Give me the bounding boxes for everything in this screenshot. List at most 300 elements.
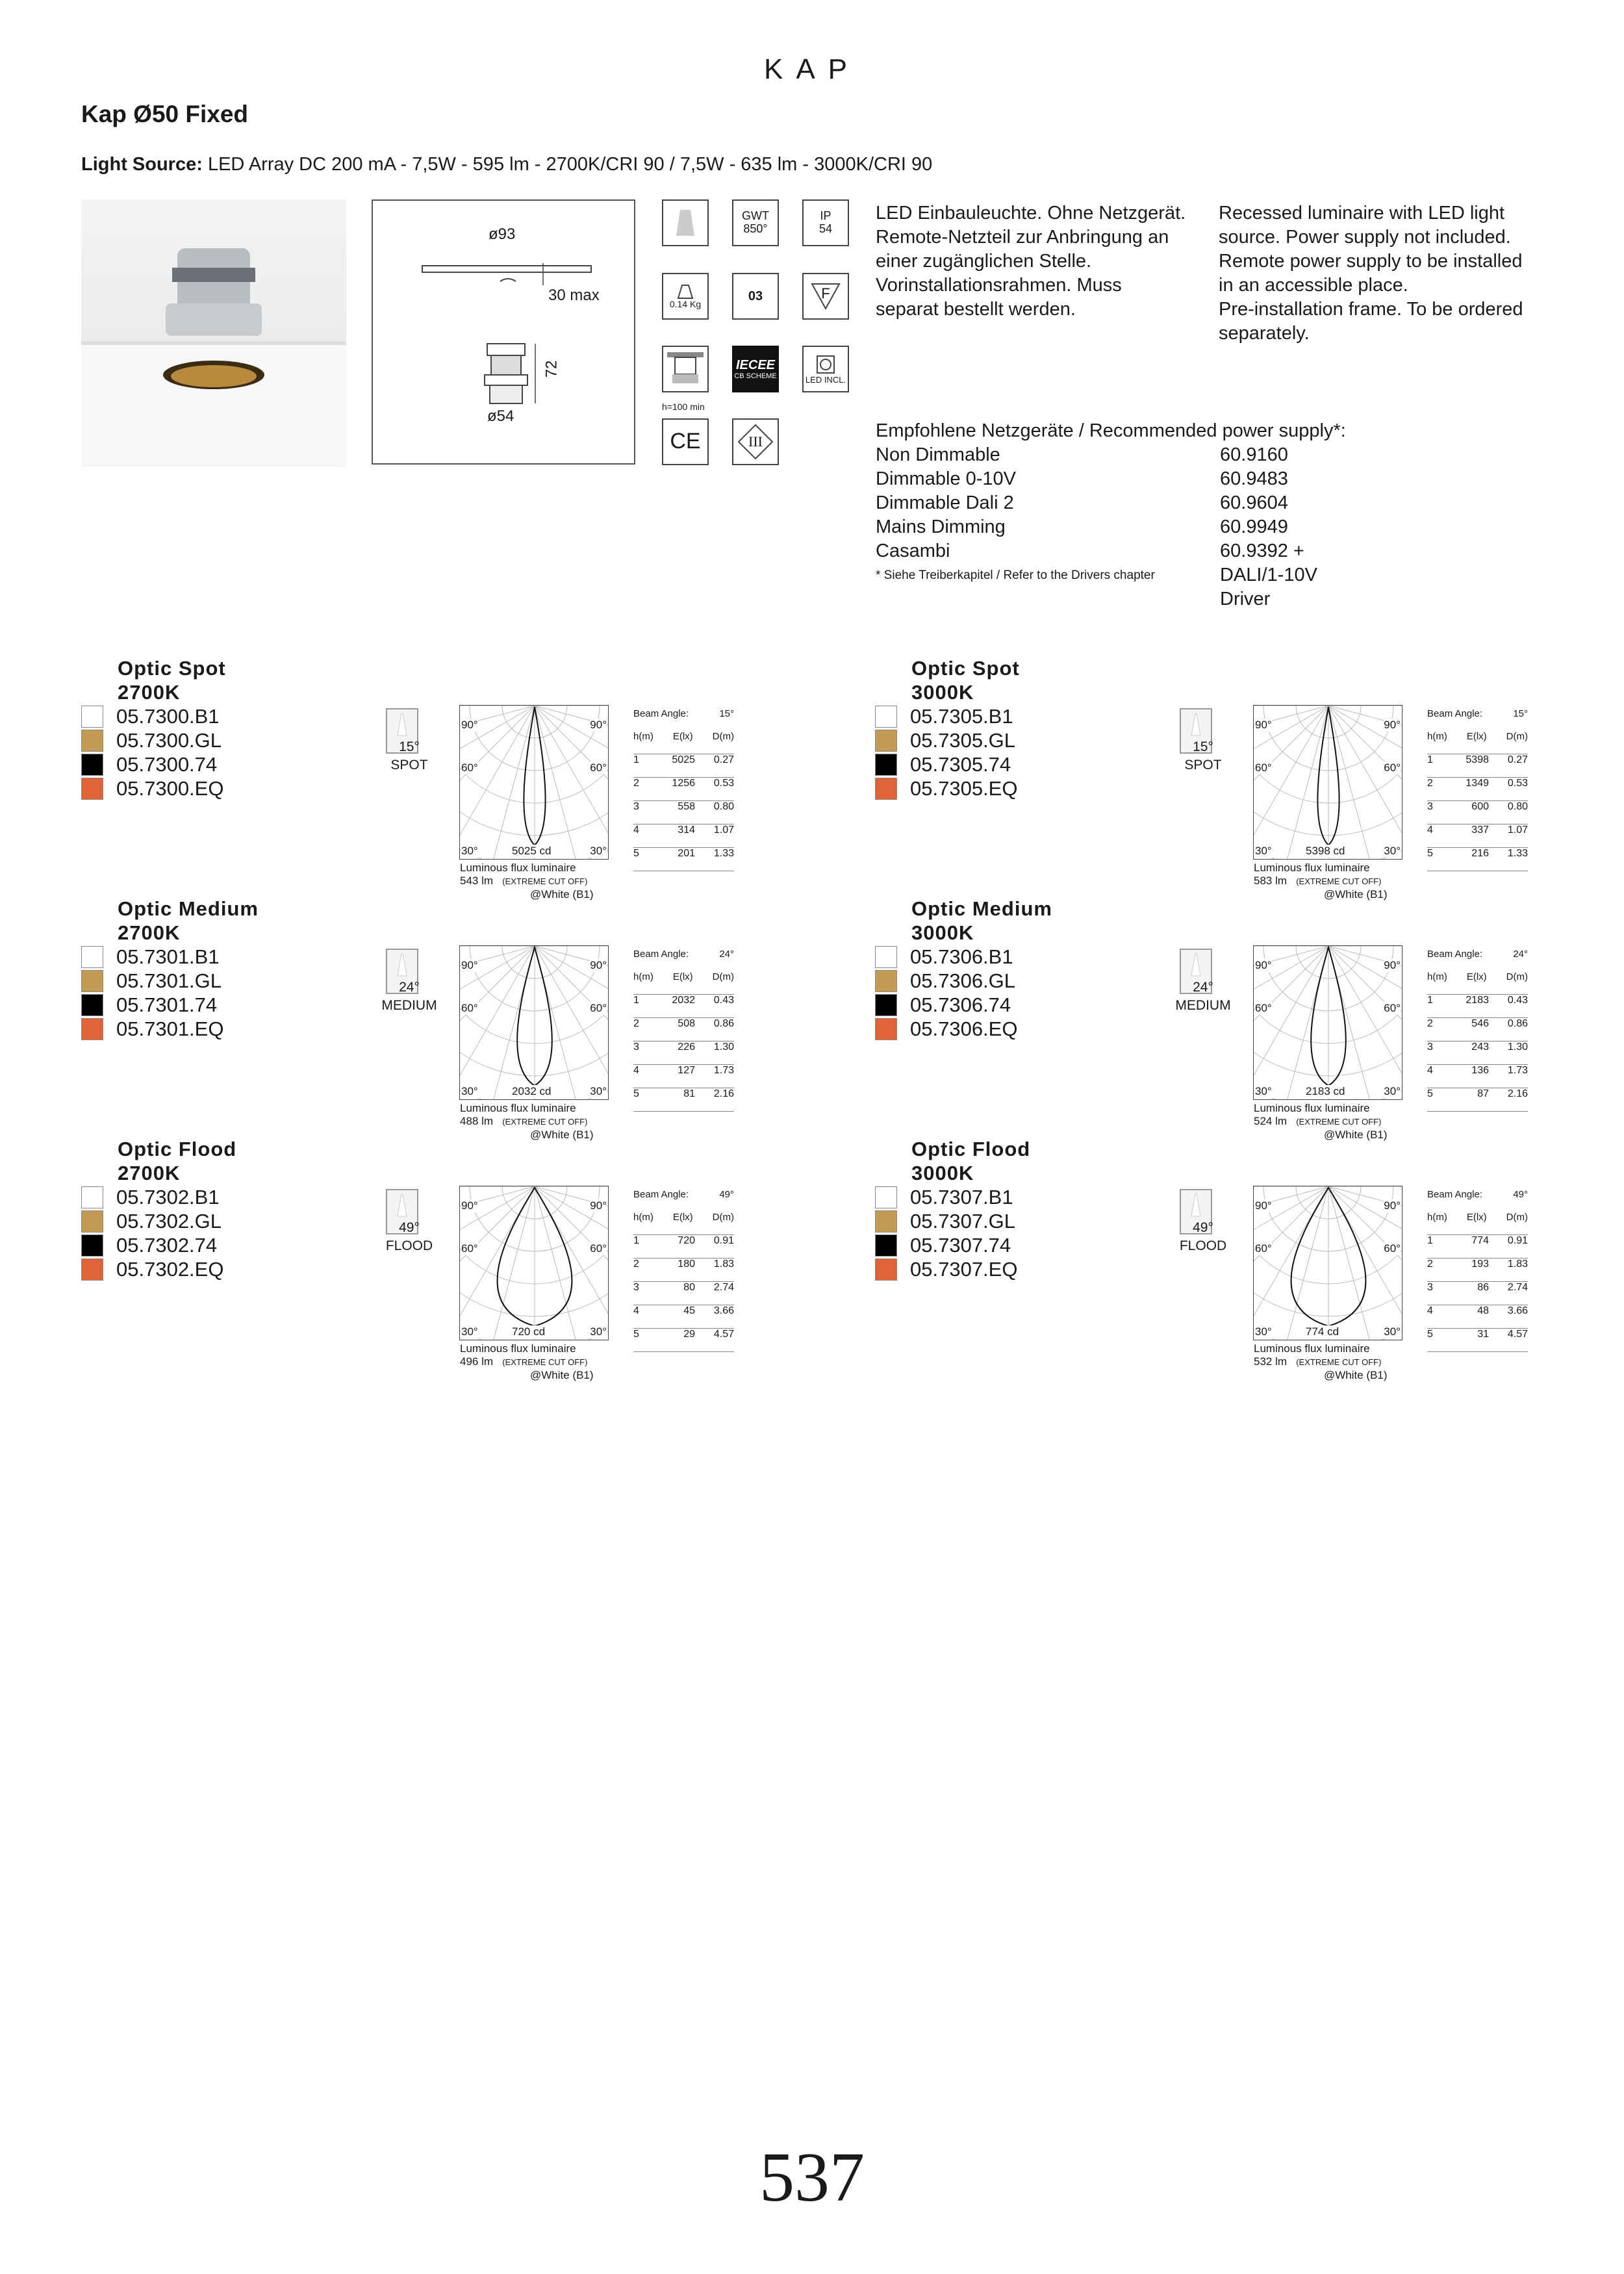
desc-de-line: Remote-Netzteil zur Anbringung an	[876, 227, 1169, 248]
polar-label-30: 30°	[590, 1085, 607, 1097]
table-row	[633, 1305, 734, 1329]
cell-d: 1.07	[1507, 824, 1528, 836]
luminous-flux-value: 583 lm	[1254, 875, 1288, 887]
polar-label-60: 60°	[1384, 761, 1401, 774]
code-row	[875, 993, 1017, 1017]
beam-type-label: FLOOD	[385, 1238, 433, 1253]
optic-cct: 3000K	[911, 681, 974, 704]
cell-h: 5	[633, 1329, 639, 1340]
polar-label-60: 60°	[1384, 1242, 1401, 1255]
product-code: 05.7306.EQ	[910, 1017, 1018, 1040]
col-d: D(m)	[712, 731, 734, 742]
col-e: E(lx)	[672, 971, 693, 982]
beam-type-label: MEDIUM	[1175, 998, 1231, 1013]
product-code: 05.7302.74	[116, 1234, 218, 1257]
polar-curve	[1254, 706, 1402, 860]
table-row	[1427, 778, 1528, 801]
color-swatch	[81, 778, 103, 800]
beam-angle-row	[633, 1189, 734, 1212]
luminous-flux-value: 496 lm	[460, 1355, 494, 1368]
cell-e: 193	[1471, 1258, 1489, 1270]
col-h: h(m)	[1427, 1212, 1447, 1223]
polar-label-90: 90°	[1384, 1199, 1401, 1212]
page-number: 537	[759, 2139, 865, 2216]
table-row	[1427, 801, 1528, 824]
cell-d: 0.43	[713, 995, 734, 1006]
product-code: 05.7300.74	[116, 753, 218, 776]
polar-diagram	[1253, 1186, 1402, 1340]
polar-label-90: 90°	[461, 719, 478, 731]
table-row	[633, 848, 734, 871]
product-code: 05.7300.EQ	[116, 777, 224, 800]
table-row	[1427, 1041, 1528, 1065]
optic-title	[118, 1137, 236, 1185]
cell-d: 0.27	[1507, 754, 1528, 765]
cell-d: 2.16	[1507, 1088, 1528, 1099]
cell-e: 337	[1471, 824, 1489, 836]
cell-d: 0.53	[1507, 778, 1528, 789]
color-swatch	[81, 970, 103, 992]
polar-diagram	[459, 945, 609, 1100]
color-swatch	[81, 994, 103, 1016]
cell-e: 546	[1471, 1018, 1489, 1029]
ps-code: 60.9160	[1220, 444, 1288, 465]
polar-label-60: 60°	[461, 1002, 478, 1014]
color-swatch	[875, 730, 897, 752]
polar-label-90: 90°	[1255, 719, 1272, 731]
code-row	[81, 776, 223, 800]
polar-label-90: 90°	[1255, 959, 1272, 971]
beam-angle-caption: Beam Angle:	[1427, 1189, 1483, 1200]
color-swatch	[875, 1258, 897, 1281]
cell-h: 3	[633, 801, 639, 812]
code-row	[875, 1017, 1017, 1041]
product-title: Kap Ø50 Fixed	[81, 101, 249, 127]
cell-e: 136	[1471, 1065, 1489, 1076]
color-swatch	[81, 1234, 103, 1257]
cell-e: 720	[678, 1235, 695, 1246]
polar-label-30: 30°	[1255, 1325, 1272, 1338]
table-header	[633, 731, 734, 754]
code-row	[81, 704, 223, 728]
min-height-note: h=100 min	[662, 402, 705, 412]
product-code: 05.7306.B1	[910, 945, 1013, 968]
cell-d: 1.83	[1507, 1258, 1528, 1270]
ps-name: Dimmable Dali 2	[876, 492, 1014, 513]
white-label: @White (B1)	[1324, 1369, 1388, 1381]
table-row	[633, 1018, 734, 1041]
cell-h: 1	[633, 995, 639, 1006]
table-header	[1427, 731, 1528, 754]
cell-h: 4	[633, 1065, 639, 1076]
desc-de-line: LED Einbauleuchte. Ohne Netzgerät.	[876, 203, 1186, 224]
table-row	[633, 778, 734, 801]
beam-angle-caption: Beam Angle:	[1427, 708, 1483, 719]
beam-angle-caption: Beam Angle:	[633, 708, 689, 719]
cell-e: 81	[683, 1088, 695, 1099]
cell-h: 4	[633, 1305, 639, 1316]
cutoff-label: (EXTREME CUT OFF)	[502, 1117, 588, 1127]
desc-en-line: separately.	[1219, 323, 1310, 344]
product-code: 05.7305.GL	[910, 729, 1016, 752]
desc-en-line: Pre-installation frame. To be ordered	[1219, 299, 1523, 320]
product-code: 05.7301.B1	[116, 945, 220, 968]
code-list	[81, 704, 223, 800]
product-code: 05.7306.74	[910, 993, 1011, 1016]
cell-h: 3	[633, 1041, 639, 1053]
polar-label-60: 60°	[1255, 761, 1272, 774]
color-swatch	[81, 1210, 103, 1233]
beam-type-label: FLOOD	[1179, 1238, 1227, 1253]
color-swatch	[875, 1210, 897, 1233]
ps-code: 60.9392 + DALI/1-10V Driver	[1220, 541, 1317, 609]
gwt-label: GWT	[742, 209, 769, 223]
product-code: 05.7302.GL	[116, 1210, 222, 1233]
iecee-label: IECEE	[735, 357, 776, 372]
col-h: h(m)	[633, 1212, 653, 1223]
luminous-flux-value: 543 lm	[460, 875, 494, 887]
product-code: 05.7305.74	[910, 753, 1011, 776]
col-d: D(m)	[1506, 731, 1528, 742]
polar-label-30: 30°	[1384, 1325, 1401, 1338]
luminous-flux-label: Luminous flux luminaire	[1254, 1102, 1370, 1114]
beam-angle-label: 15°	[1193, 739, 1213, 754]
code-row	[81, 752, 223, 776]
cell-d: 0.86	[713, 1018, 734, 1029]
beam-angle-label: 49°	[1193, 1220, 1213, 1235]
optic-block	[0, 897, 793, 1141]
code-list	[81, 945, 223, 1041]
white-label: @White (B1)	[1324, 888, 1388, 901]
col-h: h(m)	[633, 731, 653, 742]
code-row	[875, 752, 1017, 776]
product-code: 05.7300.GL	[116, 729, 222, 752]
product-code: 05.7301.74	[116, 993, 218, 1016]
iecee-icon	[732, 346, 779, 392]
optic-cct: 2700K	[118, 1162, 181, 1184]
col-h: h(m)	[633, 971, 653, 982]
beam-angle-row	[1427, 949, 1528, 971]
energy-class-value: 03	[748, 289, 763, 303]
beam-angle-row	[1427, 708, 1528, 731]
cell-e: 48	[1477, 1305, 1489, 1316]
weight-icon	[662, 273, 709, 320]
power-supply-row	[876, 443, 1346, 467]
optic-title	[118, 897, 259, 945]
beam-angle-caption: Beam Angle:	[633, 949, 689, 960]
optic-title	[911, 897, 1052, 945]
code-list	[81, 1185, 223, 1281]
code-list	[875, 945, 1017, 1041]
color-swatch	[81, 754, 103, 776]
col-e: E(lx)	[672, 731, 693, 742]
cell-d: 0.91	[713, 1235, 734, 1246]
dimension-drawing	[372, 199, 635, 465]
table-row	[633, 1329, 734, 1352]
polar-label-30: 30°	[461, 845, 478, 857]
description-en	[1219, 201, 1523, 346]
optic-name: Optic Medium	[911, 897, 1052, 920]
polar-cd-value: 2183 cd	[1306, 1085, 1345, 1097]
color-swatch	[81, 730, 103, 752]
cell-d: 0.80	[1507, 801, 1528, 812]
power-supply-row	[876, 491, 1346, 515]
polar-label-90: 90°	[1255, 1199, 1272, 1212]
product-code: 05.7301.EQ	[116, 1017, 224, 1040]
luminous-flux-value: 524 lm	[1254, 1115, 1288, 1127]
cell-d: 1.33	[713, 848, 734, 859]
cell-e: 1349	[1465, 778, 1489, 789]
optic-block	[0, 1137, 793, 1381]
table-row	[633, 995, 734, 1018]
color-swatch	[875, 994, 897, 1016]
code-row	[81, 993, 223, 1017]
table-row	[633, 1235, 734, 1258]
code-row	[81, 969, 223, 993]
f-mark-label: F	[821, 285, 830, 301]
cell-h: 4	[633, 824, 639, 836]
optic-name: Optic Flood	[911, 1138, 1031, 1160]
cell-e: 558	[678, 801, 695, 812]
optic-block	[794, 897, 1586, 1141]
cell-h: 2	[1427, 1258, 1433, 1270]
color-swatch	[81, 946, 103, 968]
cell-d: 1.30	[1507, 1041, 1528, 1053]
energy-class-icon	[732, 273, 779, 320]
desc-en-line: source. Power supply not included.	[1219, 227, 1511, 248]
cell-e: 243	[1471, 1041, 1489, 1053]
table-row	[633, 1041, 734, 1065]
illuminance-table	[633, 708, 734, 871]
polar-curve	[460, 1186, 609, 1340]
weight-value: 0.14 Kg	[669, 299, 702, 310]
product-code: 05.7302.B1	[116, 1186, 220, 1208]
product-code: 05.7307.EQ	[910, 1258, 1018, 1281]
illuminance-table	[1427, 949, 1528, 1112]
col-d: D(m)	[712, 971, 734, 982]
color-swatch	[81, 1018, 103, 1040]
cell-e: 508	[678, 1018, 695, 1029]
table-header	[1427, 1212, 1528, 1235]
luminous-flux	[460, 1102, 594, 1142]
power-supply-title: Empfohlene Netzgeräte / Recommended power supply*:	[876, 420, 1346, 441]
cell-h: 2	[633, 778, 639, 789]
cell-e: 86	[1477, 1282, 1489, 1293]
col-e: E(lx)	[672, 1212, 693, 1223]
ip-rating-icon	[802, 199, 849, 246]
cell-h: 1	[633, 754, 639, 765]
code-row	[81, 945, 223, 969]
polar-diagram	[459, 705, 609, 860]
illuminance-table	[1427, 1189, 1528, 1352]
polar-label-60: 60°	[1384, 1002, 1401, 1014]
luminous-flux-label: Luminous flux luminaire	[460, 1102, 576, 1114]
table-row	[1427, 754, 1528, 778]
table-row	[1427, 1018, 1528, 1041]
cell-h: 2	[1427, 778, 1433, 789]
cell-e: 5025	[672, 754, 695, 765]
beam-angle-value: 49°	[1513, 1189, 1528, 1200]
cell-d: 0.80	[713, 801, 734, 812]
table-row	[1427, 1065, 1528, 1088]
code-list	[875, 1185, 1017, 1281]
product-photo	[81, 199, 346, 467]
polar-label-90: 90°	[590, 1199, 607, 1212]
optic-title	[118, 656, 226, 704]
cell-h: 3	[1427, 1282, 1433, 1293]
cell-h: 2	[633, 1258, 639, 1270]
optic-cct: 3000K	[911, 1162, 974, 1184]
optic-cct: 2700K	[118, 921, 181, 944]
luminous-flux-label: Luminous flux luminaire	[460, 862, 576, 874]
dim-d93: ø93	[488, 225, 516, 243]
polar-label-90: 90°	[590, 719, 607, 731]
beam-angle-value: 24°	[1513, 949, 1528, 960]
optic-name: Optic Spot	[911, 657, 1020, 680]
product-code: 05.7307.74	[910, 1234, 1011, 1257]
iecee-sub: CB SCHEME	[734, 372, 777, 380]
cell-e: 226	[678, 1041, 695, 1053]
cell-h: 1	[1427, 754, 1433, 765]
table-row	[1427, 995, 1528, 1018]
luminous-flux	[1254, 1102, 1388, 1142]
color-swatch	[81, 1258, 103, 1281]
drivers-note: * Siehe Treiberkapitel / Refer to the Drivers chapter	[876, 568, 1155, 582]
desc-de-line: separat bestellt werden.	[876, 299, 1076, 320]
polar-label-90: 90°	[1384, 719, 1401, 731]
luminous-flux	[1254, 862, 1388, 901]
polar-diagram	[459, 1186, 609, 1340]
optic-block	[0, 656, 793, 901]
white-label: @White (B1)	[530, 1129, 594, 1141]
table-header	[633, 1212, 734, 1235]
cell-h: 2	[633, 1018, 639, 1029]
beam-angle-row	[1427, 1189, 1528, 1212]
polar-cd-value: 5398 cd	[1306, 845, 1345, 857]
beam-type-label: SPOT	[1184, 758, 1222, 773]
polar-curve	[1254, 1186, 1402, 1340]
cell-h: 5	[1427, 1329, 1433, 1340]
col-d: D(m)	[1506, 1212, 1528, 1223]
table-row	[633, 801, 734, 824]
cell-e: 29	[683, 1329, 695, 1340]
f-mark-icon	[802, 273, 849, 320]
cell-d: 0.27	[713, 754, 734, 765]
cell-h: 5	[633, 1088, 639, 1099]
cell-e: 127	[678, 1065, 695, 1076]
table-row	[633, 1065, 734, 1088]
optic-title	[911, 656, 1020, 704]
polar-label-90: 90°	[461, 959, 478, 971]
cell-e: 774	[1471, 1235, 1489, 1246]
cell-h: 1	[1427, 995, 1433, 1006]
optic-cct: 2700K	[118, 681, 181, 704]
product-code: 05.7302.EQ	[116, 1258, 224, 1281]
cell-e: 600	[1471, 801, 1489, 812]
optic-name: Optic Medium	[118, 897, 259, 920]
code-row	[875, 728, 1017, 752]
polar-curve	[1254, 946, 1402, 1100]
table-row	[1427, 1305, 1528, 1329]
code-row	[875, 945, 1017, 969]
polar-label-30: 30°	[590, 1325, 607, 1338]
polar-label-30: 30°	[461, 1085, 478, 1097]
code-row	[81, 1209, 223, 1233]
cell-d: 2.74	[1507, 1282, 1528, 1293]
cell-h: 3	[1427, 1041, 1433, 1053]
polar-label-60: 60°	[1255, 1002, 1272, 1014]
code-row	[875, 1257, 1017, 1281]
table-header	[1427, 971, 1528, 995]
product-code: 05.7301.GL	[116, 969, 222, 992]
cell-e: 5398	[1465, 754, 1489, 765]
cell-d: 1.73	[713, 1065, 734, 1076]
optic-cct: 3000K	[911, 921, 974, 944]
polar-diagram	[1253, 705, 1402, 860]
col-d: D(m)	[712, 1212, 734, 1223]
cell-h: 3	[633, 1282, 639, 1293]
beam-angle-value: 15°	[719, 708, 734, 719]
cell-d: 2.16	[713, 1088, 734, 1099]
cell-e: 180	[678, 1258, 695, 1270]
cutoff-label: (EXTREME CUT OFF)	[502, 876, 588, 886]
luminous-flux-label: Luminous flux luminaire	[1254, 1342, 1370, 1355]
product-code: 05.7306.GL	[910, 969, 1016, 992]
product-code: 05.7307.GL	[910, 1210, 1016, 1233]
polar-label-60: 60°	[590, 761, 607, 774]
cell-h: 5	[1427, 1088, 1433, 1099]
code-row	[81, 728, 223, 752]
polar-cd-value: 774 cd	[1306, 1325, 1339, 1338]
table-row	[1427, 1329, 1528, 1352]
light-source	[81, 154, 932, 175]
cell-d: 3.66	[713, 1305, 734, 1316]
col-e: E(lx)	[1466, 731, 1487, 742]
polar-curve	[460, 706, 609, 860]
beam-angle-label: 24°	[1193, 980, 1213, 995]
polar-cd-value: 2032 cd	[512, 1085, 552, 1097]
cell-e: 216	[1471, 848, 1489, 859]
polar-label-60: 60°	[1255, 1242, 1272, 1255]
luminous-flux-value: 488 lm	[460, 1115, 494, 1127]
ps-name: Non Dimmable	[876, 444, 1000, 465]
beam-type-label: SPOT	[390, 758, 428, 773]
table-row	[633, 1258, 734, 1282]
beam-angle-row	[633, 949, 734, 971]
cell-d: 0.43	[1507, 995, 1528, 1006]
cell-d: 4.57	[1507, 1329, 1528, 1340]
color-swatch	[81, 1186, 103, 1208]
color-swatch	[875, 706, 897, 728]
cell-h: 2	[1427, 1018, 1433, 1029]
cutoff-label: (EXTREME CUT OFF)	[1296, 1357, 1382, 1367]
brand-title: KAP	[763, 53, 861, 85]
cell-h: 5	[633, 848, 639, 859]
cell-e: 2032	[672, 995, 695, 1006]
gwt-value: 850°	[743, 222, 768, 235]
luminous-flux	[460, 1342, 594, 1382]
color-swatch	[875, 754, 897, 776]
desc-en-line: Remote power supply to be installed	[1219, 251, 1523, 272]
illuminance-table	[633, 1189, 734, 1352]
cutoff-label: (EXTREME CUT OFF)	[502, 1357, 588, 1367]
cutoff-label: (EXTREME CUT OFF)	[1296, 1117, 1382, 1127]
cell-e: 80	[683, 1282, 695, 1293]
product-code: 05.7305.B1	[910, 705, 1013, 728]
cell-d: 4.57	[713, 1329, 734, 1340]
code-row	[875, 1185, 1017, 1209]
color-swatch	[875, 946, 897, 968]
